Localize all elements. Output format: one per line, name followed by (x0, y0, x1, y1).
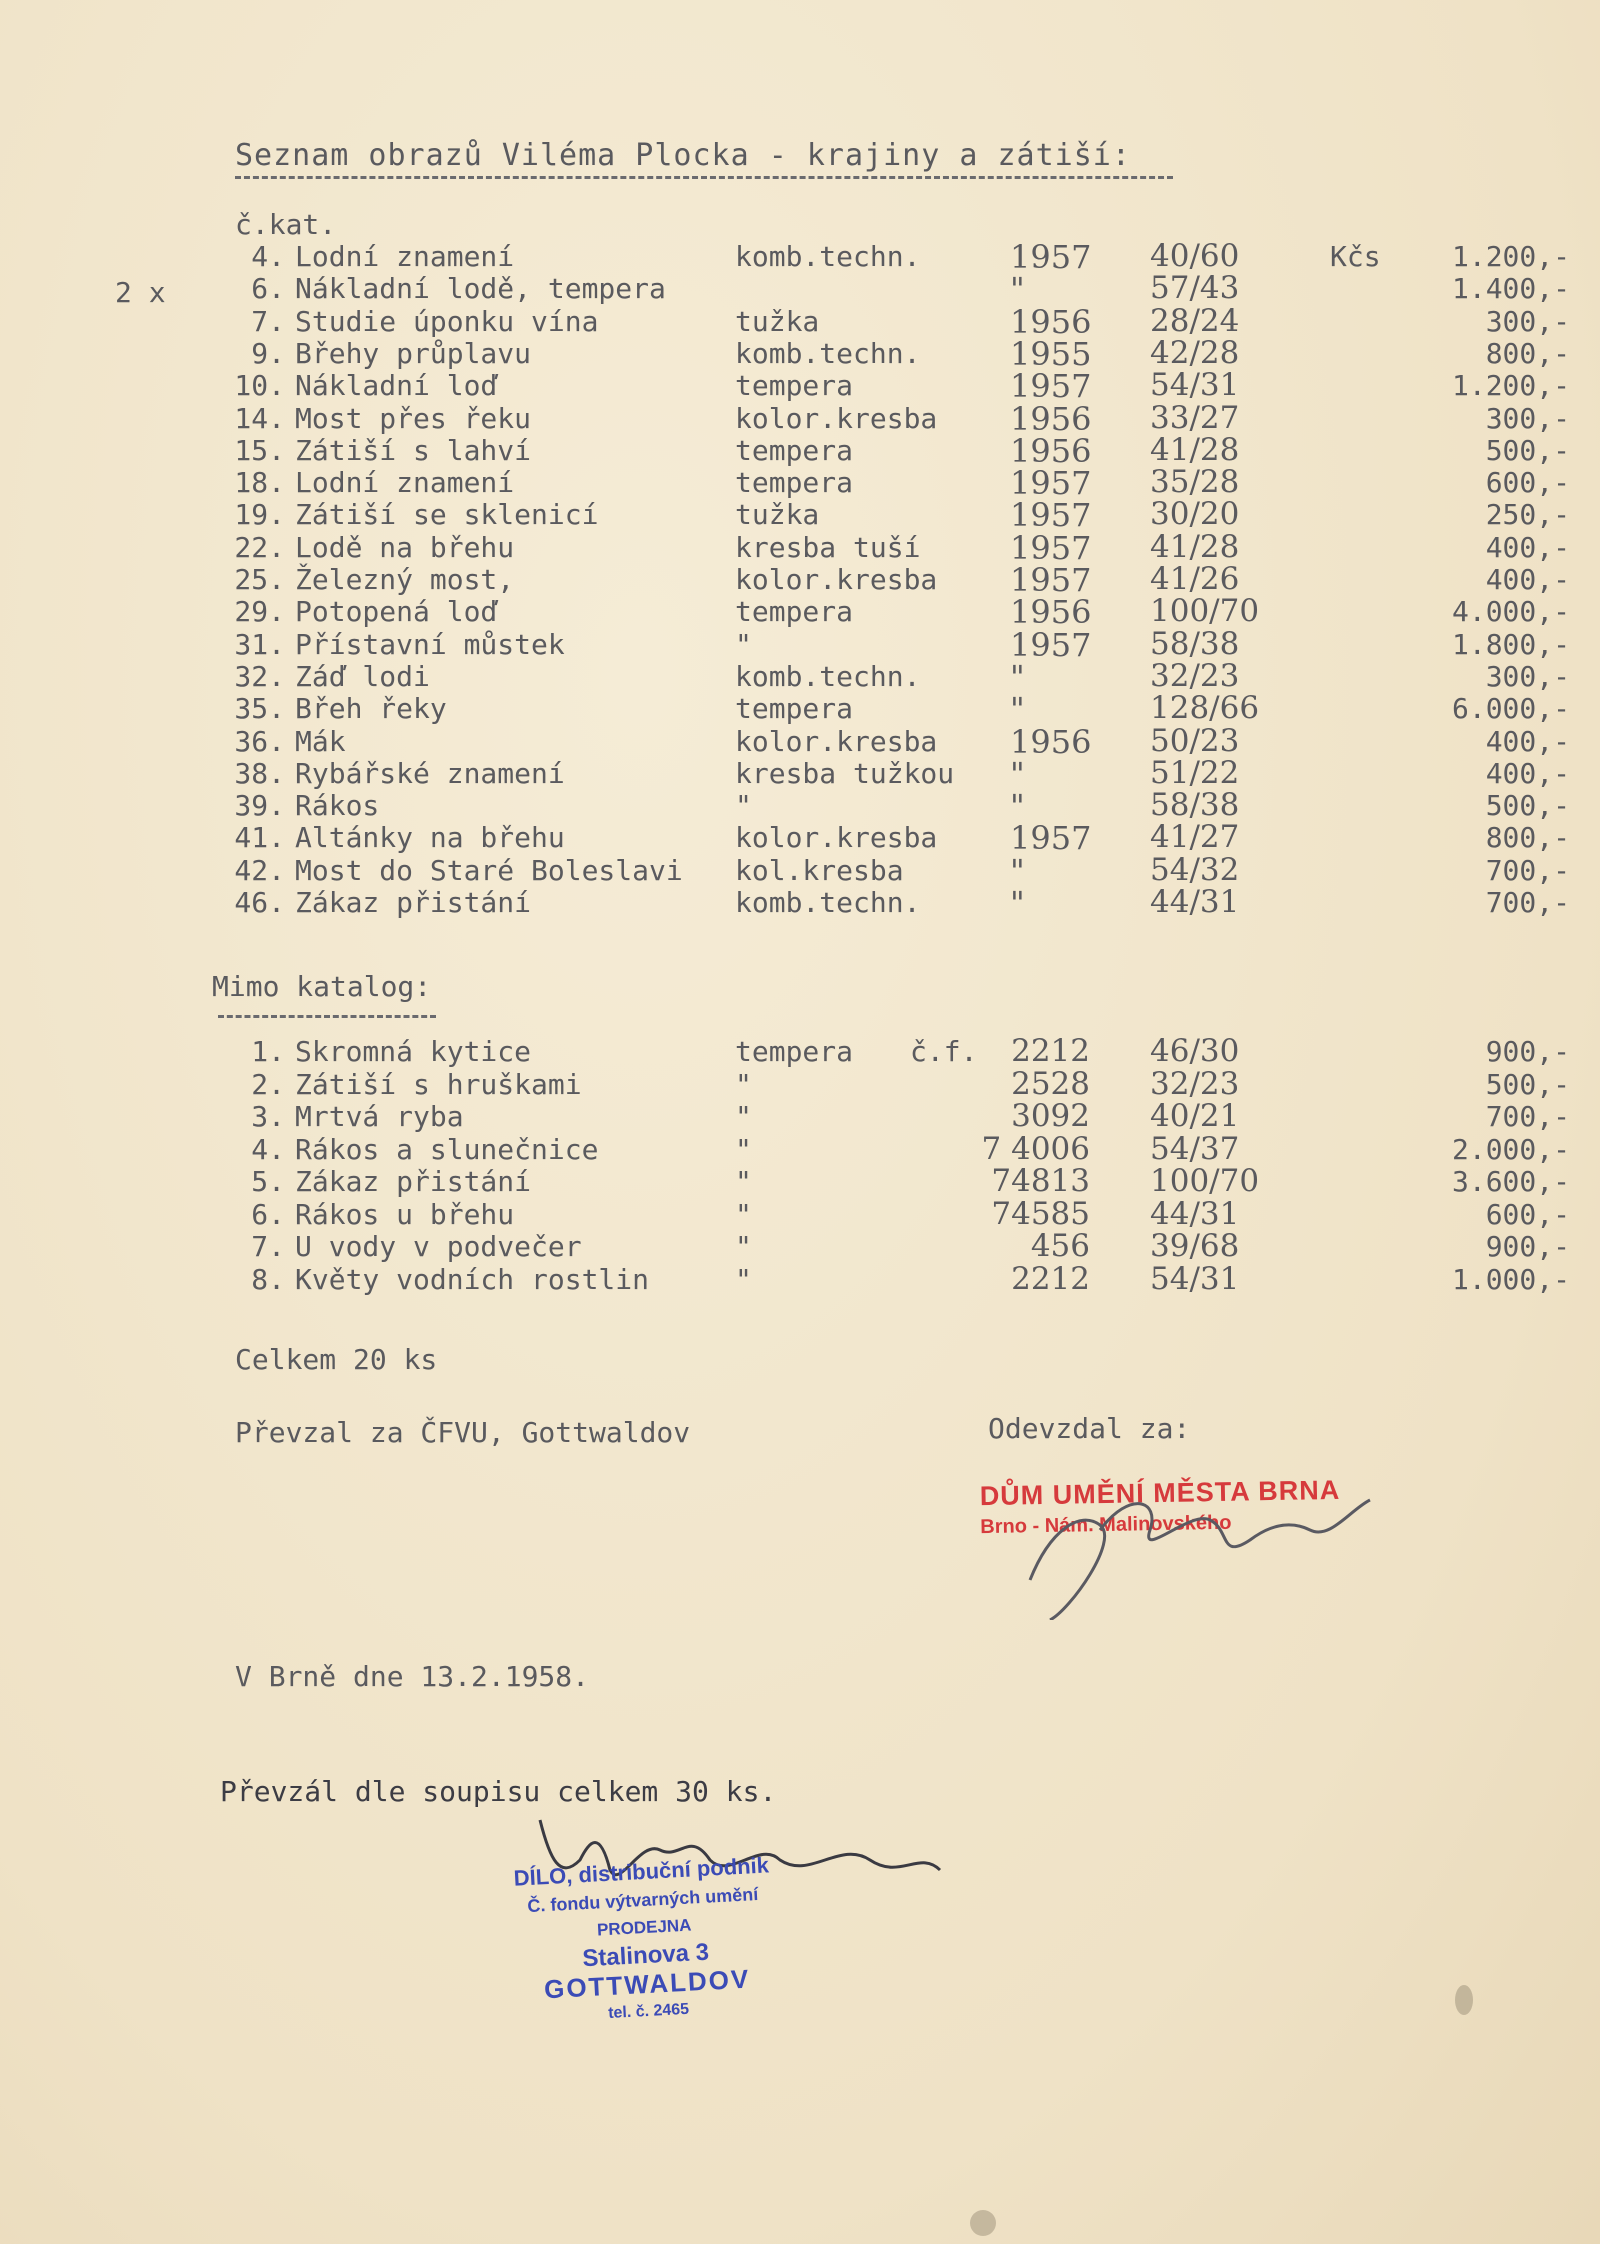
item-number: 2. (251, 1067, 285, 1101)
item-number: 29. (234, 595, 285, 629)
item-title: U vody v podvečer (295, 1230, 582, 1263)
blue-stamp-line5: GOTTWALDOV (543, 1963, 751, 2005)
list-item (0, 302, 1600, 341)
item-title: Květy vodních rostlin (295, 1262, 650, 1296)
item-year: " (1010, 851, 1025, 890)
item-price: 800,- (1485, 821, 1570, 855)
item-number: 41. (234, 821, 285, 855)
item-number: 8. (251, 1262, 285, 1296)
blue-stamp-line3: PRODEJNA (596, 1915, 692, 1940)
item-technique: tužka (735, 498, 820, 532)
item-title: Rákos u břehu (295, 1197, 515, 1231)
item-number: 31. (234, 627, 285, 661)
item-number: 6. (251, 272, 285, 306)
item-technique: kresba tuší (735, 530, 921, 564)
item-technique: tempera (735, 433, 854, 467)
item-price: 6.000,- (1451, 692, 1570, 726)
item-size: 35/28 (1150, 464, 1240, 501)
item-cf-number: 456 (1030, 1228, 1090, 1264)
item-title: Přístavní můstek (295, 627, 565, 661)
item-price: 300,- (1485, 304, 1570, 338)
item-year: " (1010, 787, 1025, 826)
item-price: 900,- (1485, 1035, 1570, 1068)
item-technique: " (735, 789, 752, 823)
item-size: 128/66 (1150, 690, 1260, 727)
item-year: " (1010, 657, 1025, 696)
item-number: 3. (251, 1100, 285, 1133)
list-item (0, 819, 1600, 858)
list-item (0, 399, 1600, 438)
item-technique: tempera (735, 1035, 854, 1068)
item-size: 28/24 (1150, 302, 1240, 339)
list-item (0, 334, 1600, 373)
item-technique: tempera (735, 369, 854, 403)
item-number: 36. (234, 724, 285, 758)
item-size: 57/43 (1150, 270, 1240, 307)
item-number: 1. (251, 1035, 285, 1068)
item-title: Břehy průplavu (295, 336, 532, 370)
item-title: Železný most, (295, 563, 515, 596)
item-technique: " (735, 1230, 752, 1263)
item-number: 32. (234, 659, 285, 693)
item-number: 4. (251, 1132, 285, 1166)
title-underline (235, 176, 1173, 179)
item-price: 400,- (1485, 724, 1570, 758)
item-price: 1.200,- (1451, 369, 1570, 403)
item-technique: komb.techn. (735, 240, 921, 273)
item-number: 42. (234, 853, 285, 887)
received-total: Převzál dle soupisu celkem 30 ks. (220, 1775, 777, 1808)
item-price: 700,- (1485, 853, 1570, 887)
item-technique: " (735, 1067, 752, 1101)
item-year: " (1010, 754, 1025, 793)
item-price: 600,- (1485, 466, 1570, 500)
list-item (0, 464, 1600, 503)
item-price: 300,- (1485, 659, 1570, 693)
item-price: 500,- (1485, 789, 1570, 823)
list-item (0, 787, 1600, 826)
item-year: " (1010, 690, 1025, 729)
list-item (0, 1165, 1600, 1197)
item-size: 44/31 (1150, 1195, 1240, 1232)
item-title: Nákladní loď (295, 369, 498, 403)
item-number: 38. (234, 756, 285, 790)
item-year: 1957 (1010, 625, 1092, 664)
item-title: Rákos (295, 789, 380, 823)
item-number: 39. (234, 789, 285, 823)
item-price: 250,- (1485, 498, 1570, 532)
list-item (0, 657, 1600, 696)
item-price: 400,- (1485, 530, 1570, 564)
item-size: 44/31 (1150, 884, 1240, 920)
list-item (0, 625, 1600, 664)
item-number: 22. (234, 530, 285, 564)
item-size: 39/68 (1150, 1228, 1240, 1264)
item-price: 1.800,- (1451, 627, 1570, 661)
item-size: 32/23 (1150, 1065, 1240, 1102)
item-year: 1956 (1010, 431, 1092, 470)
item-size: 54/31 (1150, 1260, 1240, 1297)
item-size: 54/37 (1150, 1130, 1240, 1167)
item-title: Zátiší s lahví (295, 433, 532, 467)
item-title: Zátiší s hruškami (295, 1067, 582, 1101)
item-technique: komb.techn. (735, 659, 921, 693)
item-title: Zátiší se sklenicí (295, 498, 599, 532)
item-year: 1955 (1010, 334, 1092, 373)
item-year: 1957 (1010, 367, 1092, 406)
item-year: " (1010, 270, 1025, 309)
item-size: 51/22 (1150, 754, 1240, 791)
item-number: 10. (234, 369, 285, 403)
paper-spot (1455, 1985, 1473, 2015)
item-technique: " (735, 627, 752, 661)
item-price: 400,- (1485, 563, 1570, 596)
item-number: 25. (234, 563, 285, 596)
item-year: 1957 (1010, 238, 1092, 276)
item-price: 900,- (1485, 1230, 1570, 1263)
item-price: 700,- (1485, 886, 1570, 919)
item-title: Mák (295, 724, 346, 758)
blue-stamp-line6: tel. č. 2465 (607, 2000, 690, 2023)
list-item (0, 593, 1600, 632)
item-number: 35. (234, 692, 285, 726)
item-cf-number: 74585 (991, 1195, 1090, 1232)
item-size: 40/60 (1150, 238, 1240, 274)
item-size: 41/26 (1150, 561, 1240, 597)
item-cf-number: 2212 (1011, 1033, 1090, 1069)
item-year: 1957 (1010, 561, 1092, 599)
item-title: Rákos a slunečnice (295, 1132, 599, 1166)
list-item (0, 528, 1600, 567)
item-title: Nákladní lodě, tempera (295, 272, 666, 306)
item-size: 54/32 (1150, 851, 1240, 888)
item-year: 1956 (1010, 399, 1092, 438)
item-number: 6. (251, 1197, 285, 1231)
item-technique: komb.techn. (735, 886, 921, 919)
item-title: Most do Staré Boleslavi (295, 853, 683, 887)
item-year: 1957 (1010, 528, 1092, 567)
list-item (0, 270, 1600, 309)
item-title: Lodní znamení (295, 466, 515, 500)
item-size: 33/27 (1150, 399, 1240, 436)
item-technique: " (735, 1165, 752, 1198)
item-size: 100/70 (1150, 1163, 1260, 1199)
item-title: Lodní znamení (295, 240, 515, 273)
item-size: 46/30 (1150, 1033, 1240, 1069)
item-year: 1956 (1010, 302, 1092, 341)
signature-handover (1010, 1470, 1380, 1620)
item-number: 14. (234, 401, 285, 435)
list-item (0, 1100, 1600, 1132)
item-technique: komb.techn. (735, 336, 921, 370)
item-technique: " (735, 1100, 752, 1133)
item-size: 58/38 (1150, 625, 1240, 662)
item-technique: " (735, 1132, 752, 1166)
blue-stamp-line4: Stalinova 3 (581, 1938, 710, 1973)
item-title: Lodě na břehu (295, 530, 515, 564)
item-year: 1956 (1010, 593, 1092, 632)
outside-catalog-heading: Mimo katalog: (212, 970, 432, 1003)
item-year: " (1010, 884, 1025, 922)
item-technique: " (735, 1262, 752, 1296)
item-title: Zákaz přistání (295, 886, 532, 919)
list-item (0, 754, 1600, 793)
item-number: 19. (234, 498, 285, 532)
outside-underline (218, 1015, 436, 1018)
item-number: 4. (251, 240, 285, 273)
item-size: 54/31 (1150, 367, 1240, 404)
item-size: 50/23 (1150, 722, 1240, 759)
item-technique: kolor.kresba (735, 724, 938, 758)
date-line: V Brně dne 13.2.1958. (235, 1660, 590, 1693)
handed-over-by: Odevzdal za: (988, 1412, 1191, 1445)
item-technique: kresba tužkou (735, 756, 955, 790)
item-size: 41/28 (1150, 431, 1240, 468)
item-title: Zákaz přistání (295, 1165, 532, 1198)
item-technique: kolor.kresba (735, 821, 938, 855)
item-title: Rybářské znamení (295, 756, 565, 790)
item-size: 58/38 (1150, 787, 1240, 824)
item-technique: kol.kresba (735, 853, 904, 887)
item-size: 32/23 (1150, 657, 1240, 694)
item-cf-number: 2528 (1011, 1065, 1090, 1102)
item-title: Skromná kytice (295, 1035, 532, 1068)
item-technique: tempera (735, 466, 854, 500)
list-item (0, 431, 1600, 470)
item-price: 700,- (1485, 1100, 1570, 1133)
item-title: Záď lodi (295, 659, 430, 693)
item-cf-number: 3092 (1011, 1098, 1090, 1134)
item-size: 41/28 (1150, 528, 1240, 565)
item-cf-number: 2212 (1011, 1260, 1090, 1297)
item-number: 18. (234, 466, 285, 500)
list-item (0, 1035, 1600, 1067)
item-technique: " (735, 1197, 752, 1231)
item-price: 4.000,- (1451, 595, 1570, 629)
item-title: Břeh řeky (295, 692, 447, 726)
paper-spot (970, 2210, 996, 2236)
blue-stamp-line1: DÍLO, distribuční podnik (513, 1852, 770, 1891)
item-title: Potopená loď (295, 595, 498, 629)
item-size: 41/27 (1150, 819, 1240, 856)
item-number: 15. (234, 433, 285, 467)
item-price: 500,- (1485, 433, 1570, 467)
item-price: 400,- (1485, 756, 1570, 790)
item-technique: tužka (735, 304, 820, 338)
item-number: 9. (251, 336, 285, 370)
item-technique: kolor.kresba (735, 401, 938, 435)
list-item (0, 1065, 1600, 1102)
item-cf-label: č.f. (910, 1035, 978, 1068)
item-technique: tempera (735, 595, 854, 629)
item-year: 1957 (1010, 496, 1092, 535)
catalog-number-label: č.kat. (235, 208, 337, 241)
item-size: 100/70 (1150, 593, 1260, 630)
list-item (0, 238, 1600, 276)
item-technique: kolor.kresba (735, 563, 938, 596)
item-number: 46. (234, 886, 285, 919)
item-number: 5. (251, 1165, 285, 1198)
item-title: Altánky na břehu (295, 821, 565, 855)
item-price: 2.000,- (1451, 1132, 1570, 1166)
item-size: 42/28 (1150, 334, 1240, 371)
red-stamp-line2: Brno - Nám. Malinovského (980, 1511, 1232, 1539)
item-cf-number: 74813 (991, 1163, 1090, 1199)
document-title: Seznam obrazů Viléma Plocka - krajiny a zátiší: (235, 138, 1131, 173)
item-price: 1.400,- (1451, 272, 1570, 306)
item-price: 600,- (1485, 1197, 1570, 1231)
item-title: Studie úponku vína (295, 304, 599, 338)
received-by: Převzal za ČFVU, Gottwaldov (235, 1416, 691, 1449)
item-size: 40/21 (1150, 1098, 1240, 1134)
blue-stamp-line2: Č. fondu výtvarných umění (526, 1884, 759, 1917)
list-item (0, 367, 1600, 406)
list-item (0, 722, 1600, 761)
item-cf-number: 7 4006 (981, 1130, 1090, 1167)
item-year: 1956 (1010, 722, 1092, 761)
item-title: Mrtvá ryba (295, 1100, 464, 1133)
item-size: 30/20 (1150, 496, 1240, 533)
item-number: 7. (251, 304, 285, 338)
red-stamp-line1: DŮM UMĚNÍ MĚSTA BRNA (979, 1474, 1341, 1512)
item-technique: tempera (735, 692, 854, 726)
blue-stamp (476, 1849, 814, 2034)
item-title: Most přes řeku (295, 401, 532, 435)
list-item (0, 851, 1600, 890)
item-year: 1957 (1010, 464, 1092, 503)
item-price: 300,- (1485, 401, 1570, 435)
item-number: 7. (251, 1230, 285, 1263)
item-price: 500,- (1485, 1067, 1570, 1101)
list-item (0, 1230, 1600, 1262)
item-year: 1957 (1010, 819, 1092, 858)
margin-note: 2 x (115, 276, 166, 309)
list-item (0, 690, 1600, 729)
item-price: 1.200,- (1451, 240, 1570, 273)
list-item (0, 1130, 1600, 1167)
item-price: 3.600,- (1451, 1165, 1570, 1198)
list-item (0, 561, 1600, 599)
list-item (0, 496, 1600, 535)
list-item (0, 1260, 1600, 1297)
item-currency: Kčs (1330, 240, 1381, 273)
list-item (0, 1195, 1600, 1232)
list-item (0, 884, 1600, 922)
total-count: Celkem 20 ks (235, 1343, 438, 1376)
item-price: 1.000,- (1451, 1262, 1570, 1296)
item-price: 800,- (1485, 336, 1570, 370)
